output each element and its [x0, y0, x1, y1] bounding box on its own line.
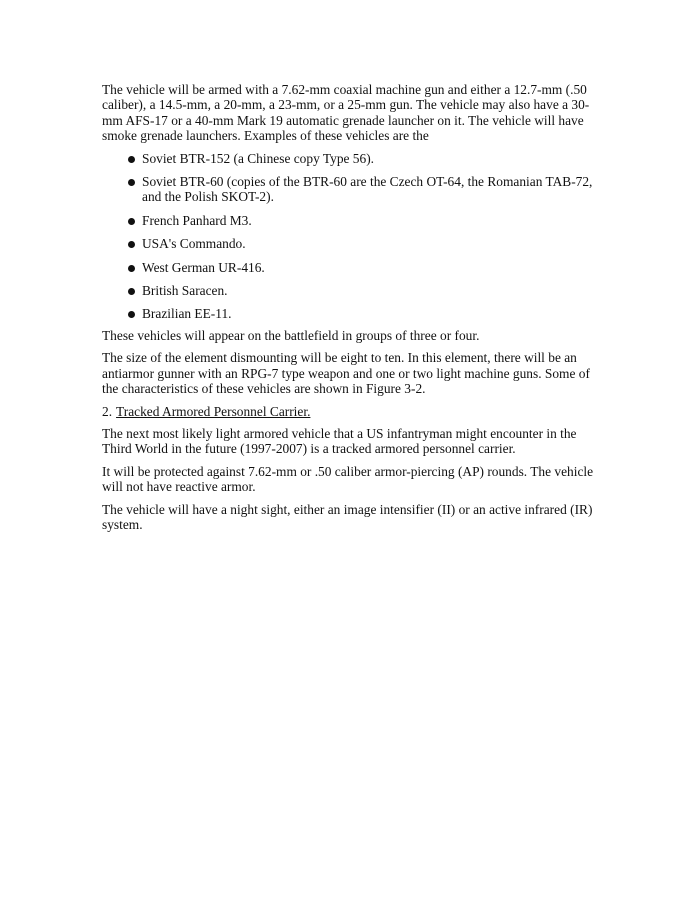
paragraph-protection: It will be protected against 7.62-mm or .50 caliber armor-piercing (AP) rounds. The vehicle will not have reactive armor. [102, 463, 594, 495]
list-item-text: USA's Commando. [142, 236, 246, 252]
list-item-text: Soviet BTR-152 (a Chinese copy Type 56). [142, 150, 375, 166]
bullet-icon [128, 288, 135, 295]
bullet-icon [128, 241, 135, 248]
list-item-text: West German UR-416. [142, 259, 265, 275]
vehicle-examples-list [102, 151, 596, 322]
paragraph-dismount-element: The size of the element dismounting will be eight to ten. In this element, there will be an antiarmor gunner with an RPG-7 type weapon and one or two light machine guns. Some of the characteristics of these vehicles are shown in Figure 3-2. [102, 350, 590, 397]
section-title: Tracked Armored Personnel Carrier. [116, 403, 311, 419]
list-item [102, 174, 596, 205]
list-item-text: British Saracen. [142, 283, 228, 299]
list-item [102, 213, 596, 228]
list-item [102, 260, 596, 275]
paragraph-armament: The vehicle will be armed with a 7.62-mm coaxial machine gun and either a 12.7-mm (.50 caliber), a 14.5-mm, a 20-mm, a 23-mm, or a 25-mm gun. The vehicle may also have a 30-mm AFS-17 or a 40-mm Mark 19 automatic grenade launcher on it. The vehicle will have smoke grenade launchers. Examples of these vehicles are the [102, 82, 590, 144]
bullet-icon [128, 156, 135, 163]
bullet-icon [128, 179, 135, 186]
paragraph-night-sight: The vehicle will have a night sight, either an image intensifier (II) or an active infrared (IR) system. [102, 501, 593, 532]
list-item [102, 306, 596, 321]
bullet-icon [128, 311, 135, 318]
list-item [102, 236, 596, 251]
list-item [102, 151, 596, 166]
list-item-text: Soviet BTR-60 (copies of the BTR-60 are the Czech OT-64, the Romanian TAB-72, and the Polish SKOT-2). [142, 174, 593, 205]
section-number: 2. [102, 403, 113, 419]
paragraph-battlefield-groups: These vehicles will appear on the battlefield in groups of three or four. [102, 327, 480, 343]
paragraph-tracked-apc: The next most likely light armored vehicle that a US infantryman might encounter in the Third World in the future (1997-2007) is a tracked armored personnel carrier. [102, 425, 577, 457]
section-heading [102, 404, 596, 419]
page-content [102, 82, 596, 539]
list-item [102, 283, 596, 298]
list-item-text: French Panhard M3. [142, 212, 252, 228]
list-item-text: Brazilian EE-11. [142, 306, 232, 322]
bullet-icon [128, 218, 135, 225]
bullet-icon [128, 265, 135, 272]
